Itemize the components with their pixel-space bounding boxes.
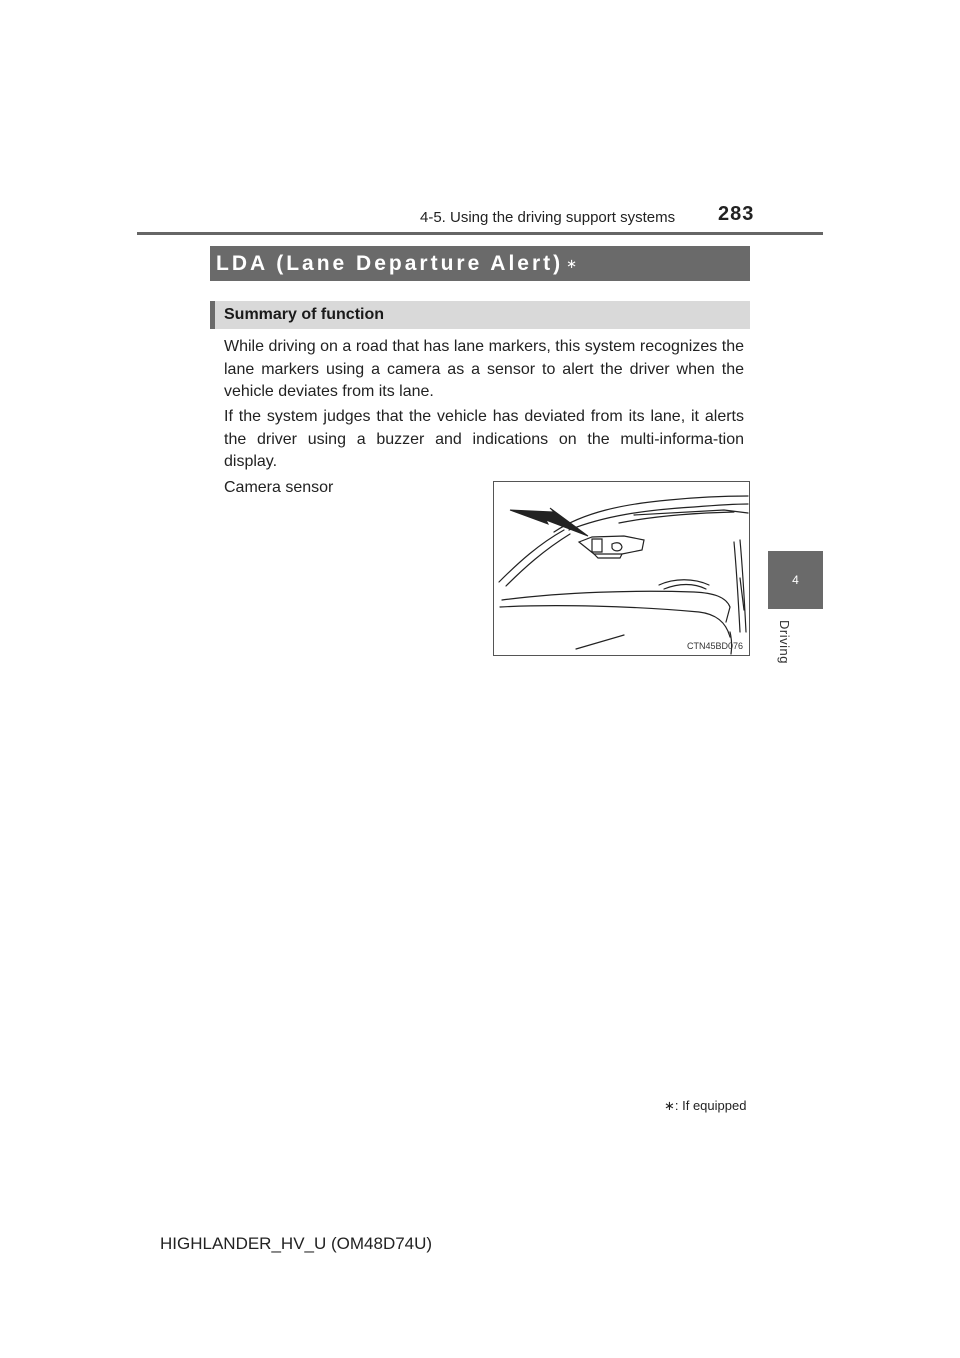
header-rule <box>137 232 823 235</box>
chapter-label: Driving <box>777 620 792 664</box>
windshield-camera-drawing <box>494 482 749 655</box>
camera-sensor-illustration <box>493 481 750 656</box>
illustration-code: CTN45BD076 <box>686 641 743 651</box>
running-head: 4-5. Using the driving support systems <box>420 209 676 226</box>
pointer-arrow-icon <box>510 508 588 536</box>
camera-sensor-caption: Camera sensor <box>224 479 334 496</box>
section-title: LDA (Lane Departure Alert) <box>216 251 564 275</box>
chapter-tab <box>768 551 823 609</box>
footnote: ∗: If equipped <box>664 1098 747 1113</box>
body-paragraph-2: If the system judges that the vehicle has deviated from its lane, it alerts the driver using a buzzer and indications on the multi-informa-tion display. <box>224 408 744 470</box>
subsection-title-bar <box>210 301 750 329</box>
section-title-bar <box>210 246 750 281</box>
subsection-title: Summary of function <box>224 306 385 323</box>
page-number: 283 <box>718 203 755 225</box>
body-paragraph-1: While driving on a road that has lane markers, this system recognizes the lane markers using a camera as a sensor to alert the driver when the vehicle deviates from its lane. <box>224 338 744 400</box>
chapter-number: 4 <box>792 573 799 587</box>
model-code: HIGHLANDER_HV_U (OM48D74U) <box>160 1234 433 1253</box>
section-asterisk: ∗ <box>566 255 578 271</box>
